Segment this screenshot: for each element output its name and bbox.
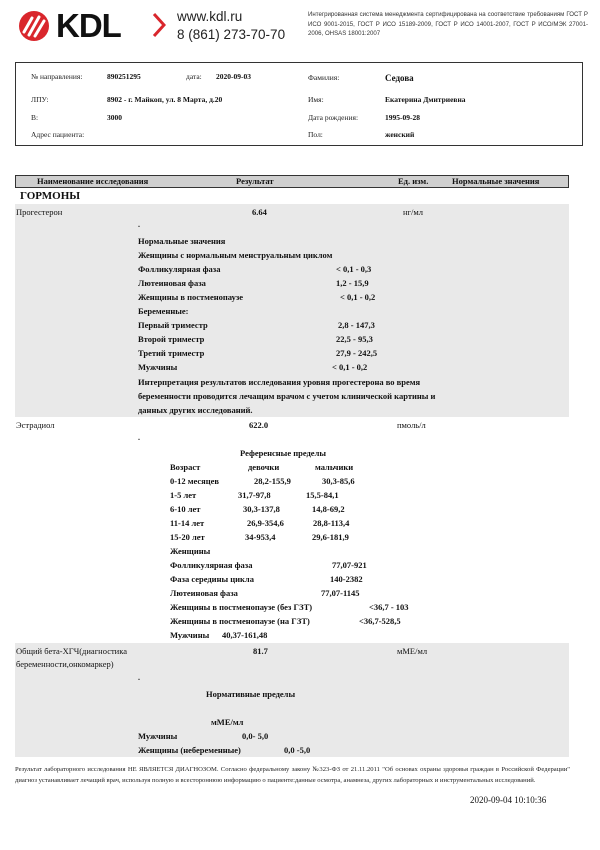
estradiol-women-range: <36,7-528,5 bbox=[359, 616, 401, 626]
estradiol-note-heading: Референсные пределы bbox=[240, 448, 326, 458]
estradiol-women-label: Женщины в постменопаузе (без ГЗТ) bbox=[170, 602, 313, 612]
date-value: 2020-09-03 bbox=[216, 72, 251, 81]
estradiol-age: 15-20 лет bbox=[170, 532, 205, 542]
disclaimer-text: Результат лабораторного исследования НЕ ЯВЛЯЕТСЯ ДИАГНОЗОМ. Согласно федеральному закону №323-ФЗ от 21.11.2011 "Об основах охраны здоровья граждан в Российской Федерации" диагноз устанавливает лечащий врач, используя полную и всестороннюю информацию о пациенте:данные осмотра, анамнеза, других лабораторных и инструментальных исследований. bbox=[15, 766, 570, 784]
progesterone-note-label: Женщины в постменопаузе bbox=[138, 292, 244, 302]
hcg-note-dot: . bbox=[138, 673, 140, 682]
progesterone-note-pregnant: Беременные: bbox=[138, 306, 189, 316]
progesterone-name: Прогестерон bbox=[16, 207, 63, 217]
name-label: Имя: bbox=[308, 95, 324, 104]
estradiol-men-label: Мужчины bbox=[170, 630, 210, 640]
printed-timestamp: 2020-09-04 10:10:36 bbox=[470, 795, 547, 805]
progesterone-note-value: < 0,1 - 0,2 bbox=[340, 292, 376, 302]
estradiol-women-label: Лютеиновая фаза bbox=[170, 588, 238, 598]
group-title: ГОРМОНЫ bbox=[20, 190, 81, 202]
hcg-note-units: мМЕ/мл bbox=[211, 717, 244, 727]
dob-value: 1995-09-28 bbox=[385, 113, 420, 122]
date-label: дата: bbox=[186, 72, 202, 81]
progesterone-note-value: < 0,1 - 0,3 bbox=[336, 264, 372, 274]
progesterone-value: 6.64 bbox=[252, 207, 267, 217]
estradiol-col-age: Возраст bbox=[170, 462, 201, 472]
chevron-right-icon bbox=[152, 12, 166, 38]
surname-value: Седова bbox=[385, 73, 414, 83]
hcg-note-label: Мужчины bbox=[138, 731, 178, 741]
estradiol-girls-range: 34-953,4 bbox=[245, 532, 276, 542]
estradiol-women-range: <36,7 - 103 bbox=[369, 602, 409, 612]
progesterone-interpretation: беременности проводится лечащим врачом с учетом клинической картины и bbox=[138, 391, 436, 401]
estradiol-girls-range: 30,3-137,8 bbox=[243, 504, 280, 514]
surname-label: Фамилия: bbox=[308, 73, 340, 82]
progesterone-interpretation: Интерпретация результатов исследования уровня прогестерона во время bbox=[138, 377, 421, 387]
estradiol-men-range: 40,37-161,48 bbox=[222, 630, 268, 640]
estradiol-age: 11-14 лет bbox=[170, 518, 205, 528]
patient-info-box bbox=[15, 62, 583, 146]
hcg-name: Общий бета-ХГЧ(диагностика bbox=[16, 646, 127, 656]
phone-number: 8 (861) 273-70-70 bbox=[177, 27, 286, 42]
progesterone-note-label: Второй триместр bbox=[138, 334, 205, 344]
lpu-label: ЛПУ: bbox=[31, 95, 49, 104]
estradiol-boys-range: 15,5-84,1 bbox=[306, 490, 339, 500]
v-value: 3000 bbox=[107, 113, 122, 122]
estradiol-women-range: 77,07-1145 bbox=[321, 588, 360, 598]
col-result-header: Результат bbox=[236, 176, 274, 186]
estradiol-col-boys: мальчики bbox=[315, 462, 354, 472]
estradiol-women-label: Фолликулярная фаза bbox=[170, 560, 253, 570]
col-unit-header: Ед. изм. bbox=[398, 176, 429, 186]
brand-name: KDL bbox=[56, 7, 121, 44]
progesterone-note-label: Мужчины bbox=[138, 362, 178, 372]
estradiol-girls-range: 26,9-354,6 bbox=[247, 518, 284, 528]
progesterone-note-value: 2,8 - 147,3 bbox=[338, 320, 375, 330]
estradiol-value: 622.0 bbox=[249, 420, 269, 430]
progesterone-note-label: Третий триместр bbox=[138, 348, 205, 358]
estradiol-girls-range: 28,2-155,9 bbox=[254, 476, 291, 486]
progesterone-note-value: 1,2 - 15,9 bbox=[336, 278, 369, 288]
estradiol-women-label: Фаза середины цикла bbox=[170, 574, 254, 584]
estradiol-women-range: 77,07-921 bbox=[332, 560, 367, 570]
website-link[interactable]: www.kdl.ru bbox=[177, 9, 243, 24]
progesterone-note-label: Лютеиновая фаза bbox=[138, 278, 206, 288]
sex-value: женский bbox=[385, 130, 415, 139]
estradiol-boys-range: 28,8-113,4 bbox=[313, 518, 350, 528]
estradiol-girls-range: 31,7-97,8 bbox=[238, 490, 271, 500]
hcg-note-heading: Нормативные пределы bbox=[206, 689, 296, 699]
estradiol-boys-range: 14,8-69,2 bbox=[312, 504, 345, 514]
hcg-unit: мМЕ/мл bbox=[397, 646, 428, 656]
hcg-note-label: Женщины (небеременные) bbox=[138, 745, 241, 755]
progesterone-note-sub: Женщины с нормальным менструальным циклом bbox=[138, 250, 333, 260]
hcg-value: 81.7 bbox=[253, 646, 268, 656]
progesterone-note-label: Первый триместр bbox=[138, 320, 208, 330]
dob-label: Дата рождения: bbox=[308, 113, 359, 122]
estradiol-age: 0-12 месяцев bbox=[170, 476, 220, 486]
v-label: В: bbox=[31, 113, 39, 122]
col-norm-header: Нормальные значения bbox=[452, 176, 540, 186]
sex-label: Пол: bbox=[308, 130, 323, 139]
progesterone-interpretation: данных других исследований. bbox=[138, 405, 253, 415]
name-value: Екатерина Дмитриевна bbox=[385, 95, 466, 104]
estradiol-unit: пмоль/л bbox=[397, 420, 426, 430]
progesterone-note-value: 22,5 - 95,3 bbox=[336, 334, 373, 344]
certification-text: Интегрированная система менеджмента сертифицирована на соответствие требованиям ГОСТ Р ИСО 9001-2015, ГОСТ Р ИСО 15189-2009, ГОСТ Р ИСО 14001-2007, ГОСТ Р ИСО/МЭК 27001-2006, OHSAS 18001:2007 bbox=[308, 11, 588, 37]
estradiol-col-girls: девочки bbox=[248, 462, 280, 472]
address-label: Адрес пациента: bbox=[31, 130, 85, 139]
estradiol-boys-range: 29,6-181,9 bbox=[312, 532, 349, 542]
progesterone-unit: нг/мл bbox=[403, 207, 424, 217]
lpu-value: 8902 - г. Майкоп, ул. 8 Марта, д.20 bbox=[107, 95, 223, 104]
hcg-note-value: 0,0 -5,0 bbox=[284, 745, 311, 755]
estradiol-name: Эстрадиол bbox=[16, 420, 55, 430]
hcg-name-cont: беременности,онкомаркер) bbox=[16, 659, 114, 669]
estradiol-boys-range: 30,3-85,6 bbox=[322, 476, 355, 486]
referral-value: 890251295 bbox=[107, 72, 141, 81]
estradiol-women-label: Женщины в постменопаузе (на ГЗТ) bbox=[170, 616, 310, 626]
referral-label: № направления: bbox=[31, 72, 83, 81]
progesterone-note-dot: . bbox=[138, 220, 140, 229]
estradiol-women-heading: Женщины bbox=[170, 546, 211, 556]
progesterone-note-heading: Нормальные значения bbox=[138, 236, 226, 246]
hcg-note-value: 0,0- 5,0 bbox=[242, 731, 269, 741]
progesterone-note-label: Фолликулярная фаза bbox=[138, 264, 221, 274]
col-name-header: Наименование исследования bbox=[37, 176, 149, 186]
kdl-logo-icon bbox=[18, 10, 50, 42]
progesterone-note-value: < 0,1 - 0,2 bbox=[332, 362, 368, 372]
estradiol-note-dot: . bbox=[138, 433, 140, 442]
estradiol-age: 6-10 лет bbox=[170, 504, 201, 514]
progesterone-note-value: 27,9 - 242,5 bbox=[336, 348, 378, 358]
estradiol-women-range: 140-2382 bbox=[330, 574, 363, 584]
estradiol-age: 1-5 лет bbox=[170, 490, 197, 500]
